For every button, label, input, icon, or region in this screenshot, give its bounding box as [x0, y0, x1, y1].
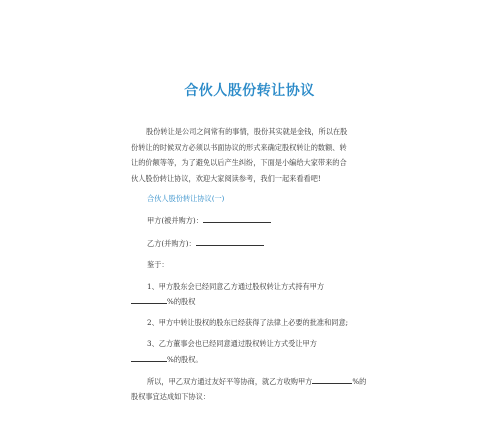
section-heading: 合伙人股份转让协议(一)	[147, 194, 225, 203]
clause-1-blank	[131, 296, 167, 304]
intro-line: 让的价额等等，为了避免以后产生纠纷，下面是小编给大家带来的合	[131, 158, 347, 167]
whereas-label: 鉴于：	[147, 260, 169, 269]
closing-line-2: 股权事宜达成如下协议：	[131, 392, 211, 401]
clause-3-suffix: %的股权。	[167, 355, 203, 364]
clause-3-line-1: 3、乙方董事会也已经同意通过股权转让方式受让甲方	[147, 339, 317, 348]
clause-1-suffix: %的股权	[167, 297, 196, 306]
closing-line-1	[147, 376, 366, 387]
clause-3-line-2	[131, 354, 203, 365]
intro-line: 伙人股份转让协议，欢迎大家阅读参考，我们一起来看看吧!	[131, 173, 321, 183]
clause-3-blank	[131, 354, 167, 362]
closing-suffix: %的	[352, 377, 367, 386]
document-title: 合伙人股份转让协议	[184, 83, 315, 99]
party-a-blank	[203, 215, 271, 223]
party-b-blank	[196, 238, 264, 246]
party-a-label: 甲方(被并购方)：	[147, 216, 203, 225]
intro-line: 份转让的时候双方必须以书面协议的形式来确定股权转让的数额、转	[131, 142, 347, 152]
party-a-line	[147, 215, 271, 226]
clause-1-line-2	[131, 296, 195, 307]
clause-2: 2、甲方中转让股权的股东已经获得了法律上必要的批准和同意;	[147, 318, 349, 327]
party-b-label: 乙方(并购方)：	[147, 239, 196, 248]
closing-blank	[312, 376, 352, 384]
clause-1-line-1: 1、甲方股东会已经同意乙方通过股权转让方式持有甲方	[147, 282, 325, 291]
closing-prefix: 所以，甲乙双方通过友好平等协商，就乙方收购甲方	[147, 377, 313, 386]
intro-line: 股份转让是公司之间常有的事情，股份其实就是金钱，所以在股	[146, 127, 348, 136]
party-b-line	[147, 238, 264, 249]
intro-paragraph	[131, 124, 355, 186]
